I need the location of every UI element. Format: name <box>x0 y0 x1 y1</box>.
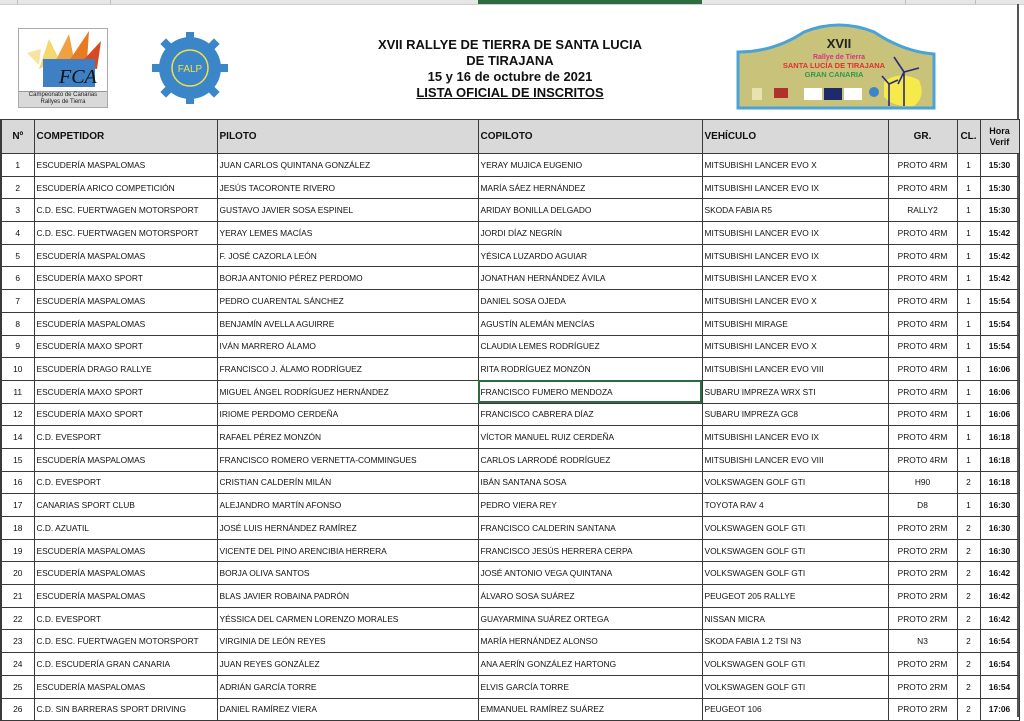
cell-vehiculo[interactable]: SKODA FABIA R5 <box>702 199 888 222</box>
cell-cl[interactable]: 2 <box>957 539 980 562</box>
cell-copiloto[interactable]: CLAUDIA LEMES RODRÍGUEZ <box>478 335 702 358</box>
cell-competidor[interactable]: C.D. ESC. FUERTWAGEN MOTORSPORT <box>34 199 217 222</box>
cell-gr[interactable]: D8 <box>888 494 957 517</box>
table-row <box>1 154 1019 177</box>
hora-label-line2: Verif <box>989 136 1010 147</box>
cell-vehiculo[interactable]: VOLKSWAGEN GOLF GTI <box>702 675 888 698</box>
cell-cl[interactable]: 2 <box>957 675 980 698</box>
fca-caption <box>19 91 107 107</box>
cell-gr[interactable]: PROTO 2RM <box>888 653 957 676</box>
cell-hora[interactable]: 16:54 <box>980 630 1019 653</box>
cell-copiloto[interactable]: FRANCISCO FUMERO MENDOZA <box>478 380 702 403</box>
rally-plate-icon <box>734 22 944 112</box>
cell-competidor[interactable]: C.D. ESC. FUERTWAGEN MOTORSPORT <box>34 222 217 245</box>
cell-cl[interactable]: 1 <box>957 403 980 426</box>
cell-piloto[interactable]: JOSÉ LUIS HERNÁNDEZ RAMÍREZ <box>217 517 478 540</box>
cell-num[interactable]: 6 <box>1 267 34 290</box>
cell-piloto[interactable]: JUAN REYES GONZÁLEZ <box>217 653 478 676</box>
title-line-2: DE TIRAJANA <box>466 53 554 68</box>
svg-text:FCA: FCA <box>59 66 97 88</box>
cell-hora[interactable]: 16:06 <box>980 403 1019 426</box>
cell-vehiculo[interactable]: MITSUBISHI LANCER EVO IX <box>702 176 888 199</box>
cell-gr[interactable]: PROTO 4RM <box>888 403 957 426</box>
cell-piloto[interactable]: VICENTE DEL PINO ARENCIBIA HERRERA <box>217 539 478 562</box>
cell-num[interactable]: 15 <box>1 448 34 471</box>
cell-gr[interactable]: PROTO 4RM <box>888 244 957 267</box>
cell-piloto[interactable]: CRISTIAN CALDERÍN MILÁN <box>217 471 478 494</box>
cell-gr[interactable]: PROTO 4RM <box>888 312 957 335</box>
fca-emblem-icon <box>19 29 107 91</box>
table-row <box>1 698 1019 721</box>
cell-gr[interactable]: PROTO 2RM <box>888 698 957 721</box>
cell-hora[interactable]: 16:54 <box>980 653 1019 676</box>
cell-hora[interactable]: 15:30 <box>980 154 1019 177</box>
column-divider <box>975 0 976 4</box>
table-row <box>1 653 1019 676</box>
cell-gr[interactable]: RALLY2 <box>888 199 957 222</box>
cell-copiloto[interactable]: FRANCISCO JESÚS HERRERA CERPA <box>478 539 702 562</box>
cell-num[interactable]: 18 <box>1 517 34 540</box>
cell-vehiculo[interactable]: NISSAN MICRA <box>702 607 888 630</box>
cell-competidor[interactable]: C.D. EVESPORT <box>34 471 217 494</box>
table-row <box>1 585 1019 608</box>
cell-competidor[interactable]: ESCUDERÍA MAXO SPORT <box>34 335 217 358</box>
selected-column-indicator <box>478 0 702 4</box>
column-divider <box>17 0 18 4</box>
title-line-1: XVII RALLYE DE TIERRA DE SANTA LUCIA <box>377 37 643 52</box>
cell-hora[interactable]: 16:54 <box>980 675 1019 698</box>
entry-list-table <box>0 119 1020 721</box>
cell-vehiculo[interactable]: MITSUBISHI MIRAGE <box>702 312 888 335</box>
cell-piloto[interactable]: JUAN CARLOS QUINTANA GONZÁLEZ <box>217 154 478 177</box>
cell-copiloto[interactable]: ÁLVARO SOSA SUÁREZ <box>478 585 702 608</box>
cell-copiloto[interactable]: FRANCISCO CALDERIN SANTANA <box>478 517 702 540</box>
cell-gr[interactable]: N3 <box>888 630 957 653</box>
cell-gr[interactable]: PROTO 2RM <box>888 539 957 562</box>
cell-piloto[interactable]: RAFAEL PÉREZ MONZÓN <box>217 426 478 449</box>
table-row <box>1 199 1019 222</box>
cell-piloto[interactable]: YÉSSICA DEL CARMEN LORENZO MORALES <box>217 607 478 630</box>
cell-vehiculo[interactable]: MITSUBISHI LANCER EVO X <box>702 290 888 313</box>
cell-copiloto[interactable]: ELVIS GARCÍA TORRE <box>478 675 702 698</box>
cell-num[interactable]: 1 <box>1 154 34 177</box>
cell-piloto[interactable]: ADRIÁN GARCÍA TORRE <box>217 675 478 698</box>
cell-competidor[interactable]: C.D. EVESPORT <box>34 607 217 630</box>
cell-cl[interactable]: 1 <box>957 448 980 471</box>
cell-competidor[interactable]: ESCUDERÍA MASPALOMAS <box>34 312 217 335</box>
cell-copiloto[interactable]: ARIDAY BONILLA DELGADO <box>478 199 702 222</box>
cell-num[interactable]: 7 <box>1 290 34 313</box>
cell-copiloto[interactable]: PEDRO VIERA REY <box>478 494 702 517</box>
cell-gr[interactable]: PROTO 4RM <box>888 267 957 290</box>
cell-competidor[interactable]: CANARIAS SPORT CLUB <box>34 494 217 517</box>
cell-piloto[interactable]: JESÚS TACORONTE RIVERO <box>217 176 478 199</box>
cell-cl[interactable]: 1 <box>957 312 980 335</box>
cell-vehiculo[interactable]: MITSUBISHI LANCER EVO VIII <box>702 358 888 381</box>
table-header-row <box>1 120 1019 154</box>
cell-hora[interactable]: 16:06 <box>980 358 1019 381</box>
svg-text:Rallye de Tierra: Rallye de Tierra <box>812 54 866 61</box>
cell-hora[interactable]: 15:54 <box>980 335 1019 358</box>
cell-cl[interactable]: 1 <box>957 494 980 517</box>
cell-piloto[interactable]: VIRGINIA DE LEÓN REYES <box>217 630 478 653</box>
cell-piloto[interactable]: GUSTAVO JAVIER SOSA ESPINEL <box>217 199 478 222</box>
cell-competidor[interactable]: C.D. SIN BARRERAS SPORT DRIVING <box>34 698 217 721</box>
table-row <box>1 607 1019 630</box>
cell-num[interactable]: 10 <box>1 358 34 381</box>
cell-cl[interactable]: 1 <box>957 426 980 449</box>
svg-text:XVII: XVII <box>826 36 852 51</box>
cell-num[interactable]: 14 <box>1 426 34 449</box>
cell-competidor[interactable]: ESCUDERÍA DRAGO RALLYE <box>34 358 217 381</box>
svg-text:GRAN CANARIA: GRAN CANARIA <box>804 70 864 79</box>
cell-gr[interactable]: PROTO 4RM <box>888 222 957 245</box>
cell-cl[interactable]: 1 <box>957 358 980 381</box>
cell-hora[interactable]: 15:42 <box>980 244 1019 267</box>
cell-vehiculo[interactable]: VOLKSWAGEN GOLF GTI <box>702 562 888 585</box>
cell-piloto[interactable]: MIGUEL ÁNGEL RODRÍGUEZ HERNÁNDEZ <box>217 380 478 403</box>
table-row <box>1 312 1019 335</box>
cell-competidor[interactable]: C.D. ESCUDERÍA GRAN CANARIA <box>34 653 217 676</box>
cell-num[interactable]: 25 <box>1 675 34 698</box>
cell-copiloto[interactable]: EMMANUEL RAMÍREZ SUÁREZ <box>478 698 702 721</box>
cell-hora[interactable]: 15:30 <box>980 199 1019 222</box>
cell-num[interactable]: 21 <box>1 585 34 608</box>
col-header-hora[interactable] <box>980 120 1019 154</box>
cell-copiloto[interactable]: IBÁN SANTANA SOSA <box>478 471 702 494</box>
cell-piloto[interactable]: YERAY LEMES MACÍAS <box>217 222 478 245</box>
cell-cl[interactable]: 1 <box>957 222 980 245</box>
cell-competidor[interactable]: ESCUDERÍA MAXO SPORT <box>34 403 217 426</box>
cell-hora[interactable]: 15:42 <box>980 267 1019 290</box>
svg-text:FALP: FALP <box>177 64 203 75</box>
cell-gr[interactable]: PROTO 4RM <box>888 290 957 313</box>
cell-competidor[interactable]: C.D. AZUATIL <box>34 517 217 540</box>
cell-cl[interactable]: 1 <box>957 199 980 222</box>
cell-hora[interactable]: 16:30 <box>980 494 1019 517</box>
cell-copiloto[interactable]: MARÍA HERNÁNDEZ ALONSO <box>478 630 702 653</box>
cell-hora[interactable]: 15:54 <box>980 312 1019 335</box>
cell-competidor[interactable]: ESCUDERÍA MASPALOMAS <box>34 562 217 585</box>
cell-num[interactable]: 4 <box>1 222 34 245</box>
fca-caption-line1: Campeonato de Canarias <box>28 92 98 98</box>
cell-gr[interactable]: PROTO 4RM <box>888 358 957 381</box>
fca-caption-line2: Rallyes de Tierra <box>40 99 86 105</box>
cell-hora[interactable]: 16:18 <box>980 426 1019 449</box>
document-title <box>340 37 680 101</box>
cell-hora[interactable]: 16:42 <box>980 607 1019 630</box>
cell-copiloto[interactable]: JOSÉ ANTONIO VEGA QUINTANA <box>478 562 702 585</box>
cell-competidor[interactable]: ESCUDERÍA MASPALOMAS <box>34 585 217 608</box>
cell-copiloto[interactable]: CARLOS LARRODÉ RODRÍGUEZ <box>478 448 702 471</box>
cell-num[interactable]: 16 <box>1 471 34 494</box>
cell-num[interactable]: 20 <box>1 562 34 585</box>
cell-cl[interactable]: 2 <box>957 471 980 494</box>
cell-copiloto[interactable]: RITA RODRÍGUEZ MONZÓN <box>478 358 702 381</box>
hora-label-line1: Hora <box>989 125 1010 136</box>
cell-vehiculo[interactable]: MITSUBISHI LANCER EVO IX <box>702 222 888 245</box>
cell-cl[interactable]: 2 <box>957 630 980 653</box>
cell-copiloto[interactable]: ANA AERÍN GONZÁLEZ HARTONG <box>478 653 702 676</box>
cell-piloto[interactable]: FRANCISCO J. ÁLAMO RODRÍGUEZ <box>217 358 478 381</box>
cell-num[interactable]: 22 <box>1 607 34 630</box>
cell-gr[interactable]: PROTO 4RM <box>888 154 957 177</box>
cell-cl[interactable]: 2 <box>957 517 980 540</box>
table-row <box>1 267 1019 290</box>
cell-gr[interactable]: PROTO 2RM <box>888 562 957 585</box>
cell-copiloto[interactable]: JONATHAN HERNÁNDEZ ÁVILA <box>478 267 702 290</box>
falp-logo <box>148 32 232 104</box>
cell-num[interactable]: 5 <box>1 244 34 267</box>
cell-gr[interactable]: PROTO 4RM <box>888 448 957 471</box>
cell-competidor[interactable]: ESCUDERÍA MASPALOMAS <box>34 154 217 177</box>
event-date: 15 y 16 de octubre de 2021 <box>427 69 593 84</box>
cell-vehiculo[interactable]: VOLKSWAGEN GOLF GTI <box>702 471 888 494</box>
cell-gr[interactable]: PROTO 2RM <box>888 585 957 608</box>
cell-vehiculo[interactable]: TOYOTA RAV 4 <box>702 494 888 517</box>
cell-vehiculo[interactable]: MITSUBISHI LANCER EVO X <box>702 335 888 358</box>
svg-text:SANTA LUCÍA DE TIRAJANA: SANTA LUCÍA DE TIRAJANA <box>782 61 886 70</box>
cell-vehiculo[interactable]: VOLKSWAGEN GOLF GTI <box>702 517 888 540</box>
table-row <box>1 539 1019 562</box>
cell-piloto[interactable]: IVÁN MARRERO ÁLAMO <box>217 335 478 358</box>
cell-vehiculo[interactable]: VOLKSWAGEN GOLF GTI <box>702 653 888 676</box>
cell-copiloto[interactable]: MARÍA SÁEZ HERNÁNDEZ <box>478 176 702 199</box>
cell-copiloto[interactable]: YÉSICA LUZARDO AGUIAR <box>478 244 702 267</box>
cell-piloto[interactable]: BLAS JAVIER ROBAINA PADRÓN <box>217 585 478 608</box>
cell-gr[interactable]: H90 <box>888 471 957 494</box>
cell-cl[interactable]: 1 <box>957 244 980 267</box>
cell-num[interactable]: 12 <box>1 403 34 426</box>
table-row <box>1 290 1019 313</box>
cell-copiloto[interactable]: JORDI DÍAZ NEGRÍN <box>478 222 702 245</box>
cell-vehiculo[interactable]: PEUGEOT 205 RALLYE <box>702 585 888 608</box>
col-header-num[interactable]: Nº <box>1 120 34 154</box>
cell-piloto[interactable]: BORJA ANTONIO PÉREZ PERDOMO <box>217 267 478 290</box>
col-header-vehiculo[interactable]: VEHÍCULO <box>702 120 888 154</box>
cell-num[interactable]: 26 <box>1 698 34 721</box>
rally-plate-logo <box>734 22 944 112</box>
cell-piloto[interactable]: BENJAMÍN AVELLA AGUIRRE <box>217 312 478 335</box>
cell-cl[interactable]: 2 <box>957 653 980 676</box>
table-row <box>1 358 1019 381</box>
cell-vehiculo[interactable]: VOLKSWAGEN GOLF GTI <box>702 539 888 562</box>
cell-cl[interactable]: 1 <box>957 380 980 403</box>
table-row <box>1 630 1019 653</box>
cell-hora[interactable]: 16:42 <box>980 562 1019 585</box>
cell-copiloto[interactable]: DANIEL SOSA OJEDA <box>478 290 702 313</box>
table-row <box>1 244 1019 267</box>
falp-gear-icon <box>148 32 232 104</box>
cell-gr[interactable]: PROTO 2RM <box>888 607 957 630</box>
table-row <box>1 222 1019 245</box>
cell-piloto[interactable]: PEDRO CUARENTAL SÁNCHEZ <box>217 290 478 313</box>
cell-piloto[interactable]: DANIEL RAMÍREZ VIERA <box>217 698 478 721</box>
cell-cl[interactable]: 1 <box>957 267 980 290</box>
cell-num[interactable]: 19 <box>1 539 34 562</box>
cell-cl[interactable]: 2 <box>957 562 980 585</box>
cell-competidor[interactable]: ESCUDERÍA MAXO SPORT <box>34 267 217 290</box>
table-row <box>1 380 1019 403</box>
cell-vehiculo[interactable]: PEUGEOT 106 <box>702 698 888 721</box>
cell-competidor[interactable]: ESCUDERÍA ARICO COMPETICIÓN <box>34 176 217 199</box>
cell-cl[interactable]: 1 <box>957 154 980 177</box>
cell-competidor[interactable]: ESCUDERÍA MASPALOMAS <box>34 539 217 562</box>
cell-gr[interactable]: PROTO 2RM <box>888 517 957 540</box>
cell-gr[interactable]: PROTO 4RM <box>888 426 957 449</box>
cell-competidor[interactable]: ESCUDERÍA MASPALOMAS <box>34 675 217 698</box>
cell-vehiculo[interactable]: MITSUBISHI LANCER EVO X <box>702 154 888 177</box>
cell-num[interactable]: 8 <box>1 312 34 335</box>
cell-copiloto[interactable]: GUAYARMINA SUÁREZ ORTEGA <box>478 607 702 630</box>
table-row <box>1 448 1019 471</box>
cell-competidor[interactable]: C.D. ESC. FUERTWAGEN MOTORSPORT <box>34 630 217 653</box>
cell-competidor[interactable]: ESCUDERÍA MAXO SPORT <box>34 380 217 403</box>
cell-num[interactable]: 2 <box>1 176 34 199</box>
cell-hora[interactable]: 15:42 <box>980 222 1019 245</box>
cell-vehiculo[interactable]: MITSUBISHI LANCER EVO VIII <box>702 448 888 471</box>
col-header-cl[interactable]: CL. <box>957 120 980 154</box>
fca-logo <box>18 28 108 108</box>
table-row <box>1 517 1019 540</box>
col-header-piloto[interactable]: PILOTO <box>217 120 478 154</box>
cell-competidor[interactable]: C.D. EVESPORT <box>34 426 217 449</box>
cell-hora[interactable]: 15:54 <box>980 290 1019 313</box>
cell-vehiculo[interactable]: MITSUBISHI LANCER EVO IX <box>702 426 888 449</box>
cell-hora[interactable]: 17:06 <box>980 698 1019 721</box>
cell-piloto[interactable]: BORJA OLIVA SANTOS <box>217 562 478 585</box>
column-header-strip <box>0 0 1024 5</box>
cell-hora[interactable]: 16:42 <box>980 585 1019 608</box>
cell-piloto[interactable]: IRIOME PERDOMO CERDEÑA <box>217 403 478 426</box>
cell-piloto[interactable]: FRANCISCO ROMERO VERNETTA-COMMINGUES <box>217 448 478 471</box>
cell-cl[interactable]: 2 <box>957 698 980 721</box>
col-header-copiloto[interactable]: COPILOTO <box>478 120 702 154</box>
cell-copiloto[interactable]: AGUSTÍN ALEMÁN MENCÍAS <box>478 312 702 335</box>
cell-copiloto[interactable]: YERAY MUJICA EUGENIO <box>478 154 702 177</box>
table-row <box>1 471 1019 494</box>
cell-competidor[interactable]: ESCUDERÍA MASPALOMAS <box>34 290 217 313</box>
col-header-gr[interactable]: GR. <box>888 120 957 154</box>
cell-hora[interactable]: 16:06 <box>980 380 1019 403</box>
table-row <box>1 494 1019 517</box>
cell-copiloto[interactable]: FRANCISCO CABRERA DÍAZ <box>478 403 702 426</box>
cell-vehiculo[interactable]: MITSUBISHI LANCER EVO X <box>702 267 888 290</box>
cell-competidor[interactable]: ESCUDERÍA MASPALOMAS <box>34 244 217 267</box>
cell-vehiculo[interactable]: SUBARU IMPREZA GC8 <box>702 403 888 426</box>
cell-cl[interactable]: 2 <box>957 607 980 630</box>
col-header-competidor[interactable]: COMPETIDOR <box>34 120 217 154</box>
cell-hora[interactable]: 16:30 <box>980 517 1019 540</box>
table-row <box>1 562 1019 585</box>
cell-cl[interactable]: 1 <box>957 335 980 358</box>
cell-cl[interactable]: 2 <box>957 585 980 608</box>
list-subtitle: LISTA OFICIAL DE INSCRITOS <box>416 85 604 100</box>
cell-competidor[interactable]: ESCUDERÍA MASPALOMAS <box>34 448 217 471</box>
cell-num[interactable]: 17 <box>1 494 34 517</box>
cell-num[interactable]: 24 <box>1 653 34 676</box>
cell-copiloto[interactable]: VÍCTOR MANUEL RUIZ CERDEÑA <box>478 426 702 449</box>
cell-vehiculo[interactable]: SKODA FABIA 1.2 TSI N3 <box>702 630 888 653</box>
column-divider <box>110 0 111 4</box>
cell-cl[interactable]: 1 <box>957 176 980 199</box>
cell-gr[interactable]: PROTO 4RM <box>888 380 957 403</box>
cell-hora[interactable]: 16:18 <box>980 471 1019 494</box>
cell-num[interactable]: 3 <box>1 199 34 222</box>
table-row <box>1 675 1019 698</box>
table-row <box>1 403 1019 426</box>
cell-hora[interactable]: 16:18 <box>980 448 1019 471</box>
cell-piloto[interactable]: ALEJANDRO MARTÍN AFONSO <box>217 494 478 517</box>
cell-cl[interactable]: 1 <box>957 290 980 313</box>
table-row <box>1 426 1019 449</box>
column-divider <box>905 0 906 4</box>
cell-num[interactable]: 11 <box>1 380 34 403</box>
cell-num[interactable]: 9 <box>1 335 34 358</box>
table-row <box>1 176 1019 199</box>
cell-piloto[interactable]: F. JOSÉ CAZORLA LEÓN <box>217 244 478 267</box>
cell-gr[interactable]: PROTO 4RM <box>888 176 957 199</box>
cell-num[interactable]: 23 <box>1 630 34 653</box>
cell-vehiculo[interactable]: SUBARU IMPREZA WRX STI <box>702 380 888 403</box>
table-row <box>1 335 1019 358</box>
cell-hora[interactable]: 16:30 <box>980 539 1019 562</box>
cell-gr[interactable]: PROTO 2RM <box>888 675 957 698</box>
cell-hora[interactable]: 15:30 <box>980 176 1019 199</box>
cell-vehiculo[interactable]: MITSUBISHI LANCER EVO IX <box>702 244 888 267</box>
cell-gr[interactable]: PROTO 4RM <box>888 335 957 358</box>
